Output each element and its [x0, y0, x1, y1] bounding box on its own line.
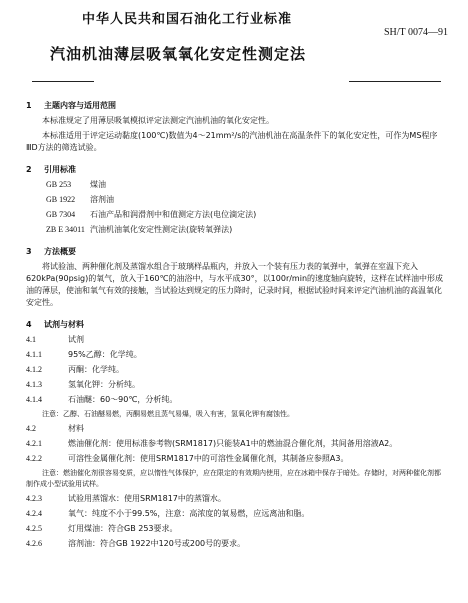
paragraph: 本标准规定了用薄层吸氧模拟评定法测定汽油机油的氧化安定性。 — [42, 116, 274, 125]
header-rule-left — [32, 81, 94, 82]
list-item: 4.2.5 灯用煤油：符合GB 253要求。 — [26, 524, 178, 533]
section-heading-3: 3 方法概要 — [26, 247, 76, 256]
section-heading-4: 4 试剂与材料 — [26, 320, 84, 329]
paragraph: 将试验油、两种催化剂及蒸馏水组合于玻璃样品瓶内，并放入一个装有压力表的氧弹中，氧弹在室温下充入620kPa(90psig)的氧气，放入于160℃的油浴中，与水平成30°，以100r/min的速度轴向旋转，这样在试样油中形成油的薄层，使油和氧气有效的接触，当试验达到规定的压力降时，记录时间，根据试验时间来评定汽油机油的高温氧化安定性。 — [26, 262, 444, 307]
standard-code: SH/T 0074—91 — [384, 27, 448, 38]
reference-item: GB 1922 溶剂油 — [46, 195, 114, 204]
section-heading-1: 1 主题内容与适用范围 — [26, 101, 116, 110]
list-item: 4.2 材料 — [26, 424, 84, 433]
list-item: 4.1.2 丙酮：化学纯。 — [26, 365, 124, 374]
reference-item: GB 253 煤油 — [46, 180, 106, 189]
document-title: 汽油机油薄层吸氧氧化安定性测定法 — [50, 45, 307, 63]
list-item: 4.2.6 溶剂油：符合GB 1922中120号或200号的要求。 — [26, 539, 246, 548]
list-item: 4.2.3 试验用蒸馏水：使用SRM1817中的蒸馏水。 — [26, 494, 226, 503]
document-header — [0, 0, 468, 80]
reference-item: GB 7304 石油产品和润滑剂中和值测定方法(电位滴定法) — [46, 210, 257, 219]
list-item: 4.1.1 95%乙醇：化学纯。 — [26, 350, 142, 359]
list-item: 4.2.2 可溶性金属催化剂：使用SRM1817中的可溶性金属催化剂，其制备应参照A3。 — [26, 454, 349, 463]
document-body — [26, 100, 446, 550]
note-text: 注意：燃油催化剂很容易变质，应以惰性气体保护，应在限定的有效期内使用，应在冰箱中保存于暗处。存储时，对两种催化剂都制作成小型试验用试样。 — [26, 469, 441, 488]
list-item: 4.1.4 石油醚：60～90℃，分析纯。 — [26, 395, 178, 404]
reference-item: ZB E 34011 汽油机油氧化安定性测定法(旋转氧弹法) — [46, 225, 233, 234]
section-heading-2: 2 引用标准 — [26, 165, 76, 174]
list-item: 4.2.1 燃油催化剂：使用标准参考物(SRM1817)只能装A1中的燃油混合催化剂，其间备用溶液A2。 — [26, 439, 398, 448]
note-text: 注意：乙醇、石油醚易燃，丙酮易燃且蒸气易爆，吸入有害，氢氧化钾有腐蚀性。 — [42, 410, 294, 418]
paragraph: 本标准适用于评定运动黏度(100℃)数值为4～21mm²/s的汽油机油在高温条件下的氧化安定性，可作为MS程序ⅢD方法的筛选试验。 — [26, 131, 438, 152]
list-item: 4.2.4 氧气：纯度不小于99.5%，注意：高浓度的氧易燃，应远离油和脂。 — [26, 509, 310, 518]
standard-category: 中华人民共和国石油化工行业标准 — [82, 12, 293, 27]
list-item: 4.1.3 氢氧化钾：分析纯。 — [26, 380, 140, 389]
list-item: 4.1 试剂 — [26, 335, 84, 344]
header-rule-right — [349, 81, 441, 82]
